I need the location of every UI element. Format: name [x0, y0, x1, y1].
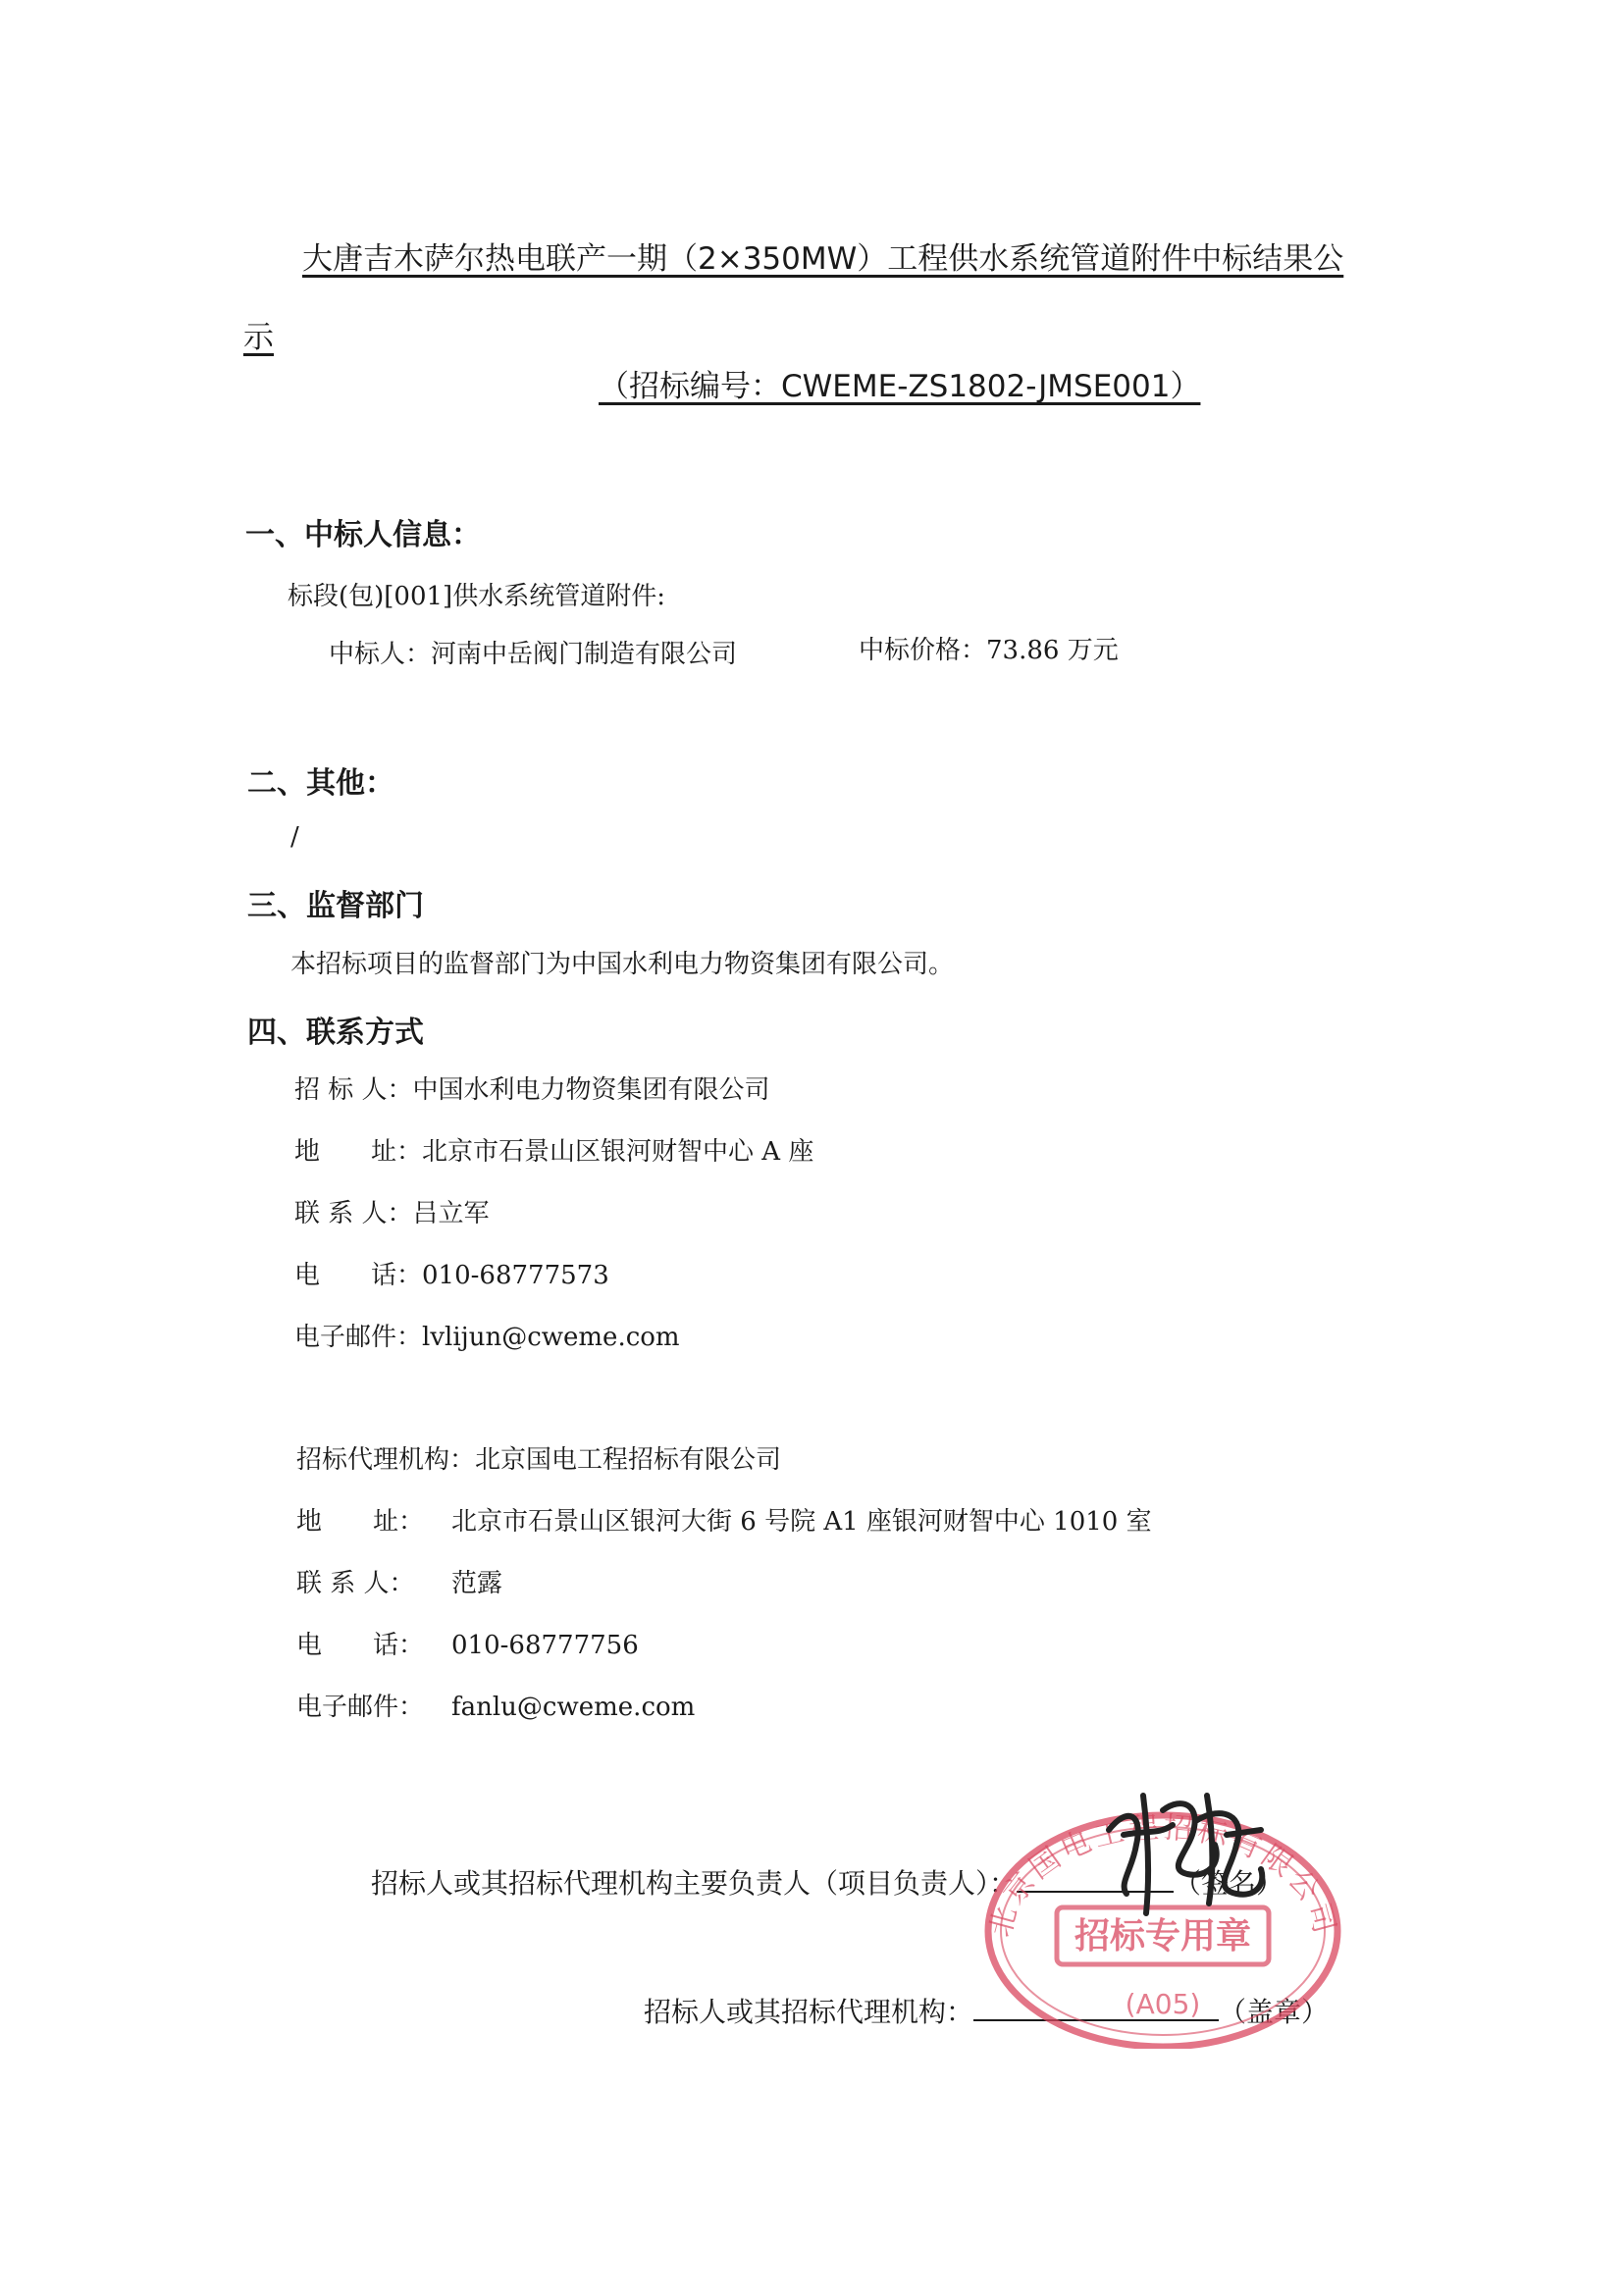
handwritten-signature — [1089, 1776, 1285, 1923]
tenderer-row-address — [294, 1131, 813, 1168]
tenderer-row-phone — [294, 1255, 609, 1291]
price-label: 中标价格： — [859, 636, 987, 665]
contact-value: 范露 — [451, 1569, 503, 1598]
seal-suffix: （盖章） — [1219, 1996, 1330, 2028]
tenderer-row-email — [294, 1317, 680, 1353]
section1-heading: 一、中标人信息： — [245, 518, 481, 552]
agency-row-email — [296, 1687, 695, 1723]
contact-value: 010-68777756 — [451, 1631, 639, 1660]
price-value: 73.86 万元 — [986, 636, 1119, 665]
contact-label: 联 系 人： — [294, 1199, 413, 1228]
contact-label: 地 址： — [296, 1507, 425, 1537]
section1-price-row — [859, 630, 1119, 666]
stamp-org-text: 北京国电工程招标有限公司 — [983, 1810, 1342, 1941]
seal-label: 招标人或其招标代理机构： — [644, 1996, 974, 2028]
section1-winner-row — [329, 634, 737, 670]
contact-label: 招标代理机构： — [296, 1445, 476, 1475]
contact-label: 地 址： — [294, 1137, 423, 1167]
contact-label: 联 系 人： — [296, 1569, 415, 1598]
contact-value: 北京国电工程招标有限公司 — [475, 1445, 782, 1475]
contact-value: 北京市石景山区银河财智中心 A 座 — [422, 1137, 814, 1167]
tenderer-row-contact — [294, 1193, 490, 1229]
doc-title-line1: 大唐吉木萨尔热电联产一期（2×350MW）工程供水系统管道附件中标结果公 — [302, 241, 1344, 277]
signature-label: 招标人或其招标代理机构主要负责人（项目负责人）： — [371, 1867, 1018, 1900]
doc-title-code: （招标编号：CWEME-ZS1802-JMSE001） — [599, 369, 1201, 404]
section4-heading: 四、联系方式 — [247, 1016, 424, 1050]
contact-value: fanlu@cweme.com — [451, 1693, 696, 1722]
agency-row-name — [296, 1439, 781, 1476]
contact-label: 电子邮件： — [294, 1323, 423, 1352]
contact-label: 电子邮件： — [296, 1693, 425, 1722]
contact-label: 电 话： — [294, 1261, 423, 1290]
stamp-code-text: (A05) — [1125, 1988, 1201, 2020]
section2-heading: 二、其他： — [247, 766, 394, 801]
agency-row-contact — [296, 1563, 502, 1599]
contact-value: lvlijun@cweme.com — [422, 1323, 680, 1352]
contact-value: 吕立军 — [412, 1199, 490, 1228]
contact-label: 电 话： — [296, 1631, 425, 1660]
contact-value: 010-68777573 — [422, 1261, 609, 1290]
agency-row-address — [296, 1501, 1152, 1538]
winner-name: 河南中岳阀门制造有限公司 — [431, 640, 738, 669]
contact-value: 中国水利电力物资集团有限公司 — [412, 1075, 770, 1105]
section1-lot: 标段(包)[001]供水系统管道附件: — [288, 582, 665, 611]
signature-suffix: （签名） — [1174, 1867, 1284, 1900]
contact-label: 招 标 人： — [294, 1075, 413, 1105]
section2-content: / — [290, 822, 299, 852]
tenderer-row-name — [294, 1069, 770, 1106]
contact-value: 北京市石景山区银河大街 6 号院 A1 座银河财智中心 1010 室 — [451, 1507, 1152, 1537]
doc-title-line2: 示 — [243, 320, 274, 355]
agency-row-phone — [296, 1625, 639, 1661]
winner-label: 中标人： — [329, 640, 432, 669]
section3-heading: 三、监督部门 — [247, 889, 424, 923]
section3-content: 本招标项目的监督部门为中国水利电力物资集团有限公司。 — [290, 950, 955, 979]
stamp-center-text: 招标专用章 — [1074, 1916, 1252, 1956]
